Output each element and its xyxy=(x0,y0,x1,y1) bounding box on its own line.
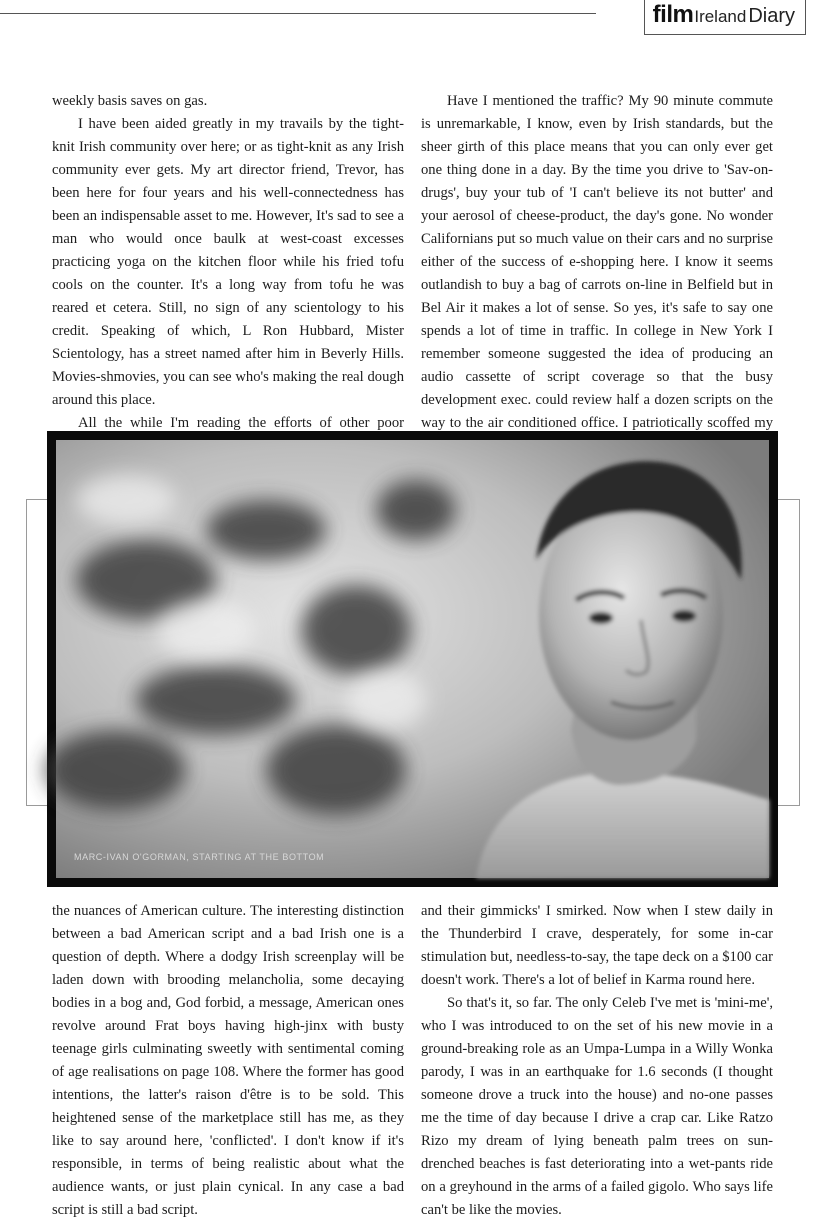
paragraph: All the while I'm reading the efforts of other poor xyxy=(78,415,404,431)
paragraph: weekly basis saves on gas. xyxy=(52,93,208,109)
portrait-photo xyxy=(47,431,778,887)
column-bottom-right xyxy=(421,900,773,1218)
paragraph: I have been aided greatly in my travails by the tight-knit Irish community over here; or as tight-knit as any Irish community ever gets. My art director friend, Trevor, has been here for four years and his well-connectedness has been an indispensable asset to me. However, It's sad to see a man who would once baulk at west-coast excesses practicing yoga on the kitchen floor while his fried tofu cools on the counter. It's a long way from tofu he was reared et cetera. Still, no sign of any scientology to his credit. Speaking of which, L Ron Hubbard, Mister Scientology, has a street named after him in Beverly Hills. Movies-shmovies, you can see who's making the real dough around this place. xyxy=(52,116,404,408)
column-top-left xyxy=(52,90,404,431)
masthead-diary: Diary xyxy=(748,5,795,27)
paragraph: So that's it, so far. The only Celeb I've met is 'mini-me', who I was introduced to on the set of his new movie in a ground-breaking role as an Umpa-Lumpa in a Willy Wonka parody, I was in an earthquake for 1.6 seconds (I thought someone drove a truck into the house) and no-one passes me the time of day because I drive a crap car. Like Ratzo Rizo my dream of lying beneath palm trees on sun-drenched beaches is fast deteriorating into a wet-pants ride on a greyhound in the arms of a failed gigolo. Who says life can't be like the movies. xyxy=(421,995,773,1218)
photo-image xyxy=(56,440,769,878)
column-top-right xyxy=(421,90,773,431)
paragraph: Have I mentioned the traffic? My 90 minute commute is unremarkable, I know, even by Irish standards, but the sheer girth of this place means that you can only ever get one thing done in a day. By the time you drive to 'Sav-on-drugs', buy your tub of 'I can't believe its not butter' and your aerosol of cheese-product, the day's gone. No wonder Californians put so much value on their cars and no surprise either of the success of e-shopping here. I know it seems outlandish to buy a bag of carrots on-line in Belfield but in Bel Air it makes a lot of sense. So yes, it's safe to say one spends a lot of time in traffic. In college in New York I remember someone suggested the idea of producing an audio cassette of script coverage so that the busy development exec. could review half a dozen scripts on the way to the air conditioned office. I patriotically scoffed my xyxy=(421,93,773,431)
masthead-film: film xyxy=(652,1,694,28)
header-rule xyxy=(0,13,596,14)
masthead xyxy=(644,0,806,35)
column-bottom-left xyxy=(52,900,404,1218)
paragraph: the nuances of American culture. The interesting distinction between a bad American script and a bad Irish one is a question of depth. Where a dodgy Irish screenplay will be laden down with brooding melancholia, some decaying bodies in a bog and, God forbid, a message, American ones revolve around Frat boys having high-jinx with busty teenage girls culminating sweetly with sentimental coming of age realisations on page 108. Where the former has good intentions, the latter's raison d'être is to be sold. This heightened sense of the marketplace still has me, as they like to say around here, 'conflicted'. I don't know if it's responsible, in terms of being realistic about what the audience wants, or just plain cynical. In any case a bad script is still a bad script. xyxy=(52,903,404,1218)
masthead-ireland: Ireland xyxy=(694,7,747,26)
photo-caption: MARC-IVAN O'GORMAN, STARTING AT THE BOTTOM xyxy=(74,852,325,862)
paragraph: and their gimmicks' I smirked. Now when I stew daily in the Thunderbird I crave, desperately, for some in-car stimulation but, needless-to-say, the tape deck on a $100 car doesn't work. There's a lot of belief in Karma round here. xyxy=(421,903,773,988)
